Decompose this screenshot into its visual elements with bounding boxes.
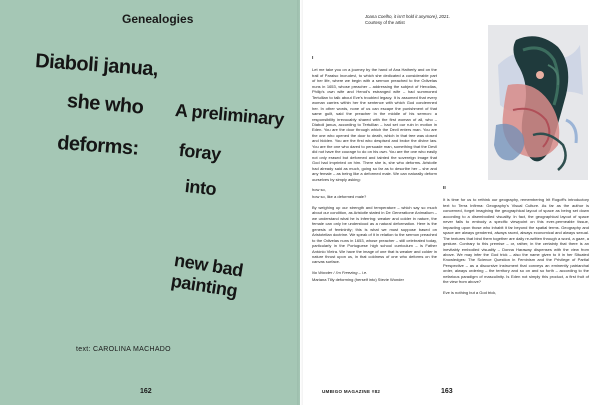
question-line: how so, like a deformed male? [312, 194, 367, 200]
question-line: how so, [312, 186, 326, 192]
caption-title: Joana Coelho, it isn't hold it anymore), 2021. [365, 14, 450, 19]
section-numeral-1: I [312, 56, 314, 61]
subtitle-line-3: into [183, 176, 218, 200]
subtitle-line-2: foray [177, 140, 222, 165]
subtitle-line-1: A preliminary [174, 100, 285, 130]
gutter [297, 0, 303, 405]
subtitle-line-4: new bad painting [169, 250, 245, 301]
article-column-1 [312, 56, 437, 371]
paragraph: It is time for us to rethink our geography, remembering Irit Rogoff's introductory text to Terra Infirma: Geography's Visual Culture. As far as the author is concerned, forget imagining the geographical layout of space as being set down according to a disembodied visuality. In fact, the geographical layout of space never fails to embody a specific viewpoint on this ever-permeable tissue, impacting upon those who inhabit it far beyond the spatial terms. Geography and space are always gendered, always raced, always economical and always sexual. The textures that bind them together are daily re-written through a word, a gaze, a gesture. Contrary to this premise – or, rather, in the certainty that there is an inevitably embodied visuality – Donna Haraway dispenses with the view from above. We may infer the God trick – also the name given to it in her Situated Knowledges: The Science Question in Feminism and the Privilege of Partial Perspective – as a discursive instrument that conveys an eminently patriarchal order, always ordering – the territory and so on and so forth – according to the nefarious paradigm of masculinity. Is Eden not simply this product, a first fruit of the view from above? [443, 197, 589, 285]
page-number-right: 163 [441, 388, 453, 395]
magazine-footer: UMBIGO MAGAZINE #82 [322, 389, 381, 394]
painting-artwork [488, 25, 588, 180]
title-line-3: deforms: [56, 132, 140, 160]
paragraph: Let me take you on a journey by the hand of Ana Hatherly and on the trail of Paraiso Incrudevl, to which she dedicated a considerable part of her life, where we begin with a sermon preached to the Odivelas nuns in 1653, whose preacher – addressing the subject of Herodias, Philip's own wife and Herod's estranged wife – had summoned Tertullian to talk about Eve's troubled legacy. It is assumed that every woman carries within her the sentence with which God condemned her. In other words, none of us can escape the punishment of that same guilt, said the preacher in the middle of his sermon: a responsibility irrevocably shared with the first woman of all, who – Diaboli janua, according to Tertullian – had set our ruin in motion in Eden. You are the door through which the Devil enters man. You are the one who opened the door to death, which in that tree was closed and hidden. You are the first who despised and broke the divine law. You are the one who dared to persuade man, something that the Devil did not have the courage to do on his own. You are the one who easily not only erased but deformed and tainted the sovereign image that God had imprinted on him. There she is, she who deforms. Aristotle had already said as much, going so far as to describe her – she and any female – as being like a deformed male. We can naturally deform ourselves by simply asking: [312, 67, 437, 182]
section-numeral-2: II [443, 186, 446, 191]
paragraph: Eve is nothing but a God trick, [443, 289, 497, 295]
article-column-2 [443, 186, 589, 372]
quote-line: No Wonder / I'm Freezing – i.e. [312, 269, 368, 275]
title-line-2: she who [66, 90, 145, 119]
page-number-left: 162 [140, 388, 152, 395]
quote-line: Mariana Tilly deforming (herself into) Stevie Wonder [312, 277, 404, 283]
caption-credit: Courtesy of the artist [365, 20, 405, 25]
painting-image [488, 25, 588, 180]
paragraph: By weighing up our strength and temperature – which say so much about our condition, as Aristotle stated in De Generatione Animalium – we understand what he is inferring: weaker and colder in nature, the female can only be understood as a natural deformation. Here is the genesis of femininity; this is what we must suppose based on Aristotelian doctrine. We speak of it in relation to the sermon preached to the Odivelas nuns in 1653, whose preacher – still celebrated today, particularly in the Portuguese high school curriculum – is Father António Vieira. We have the image of one that is weaker and colder in nature thrust upon us, in that coldness of one who deforms on the canvas surface. [312, 204, 437, 265]
section-label: Genealogies [122, 12, 194, 26]
title-line-1: Diaboli janua, [34, 50, 159, 81]
author-credit: text: CAROLINA MACHADO [76, 346, 171, 353]
